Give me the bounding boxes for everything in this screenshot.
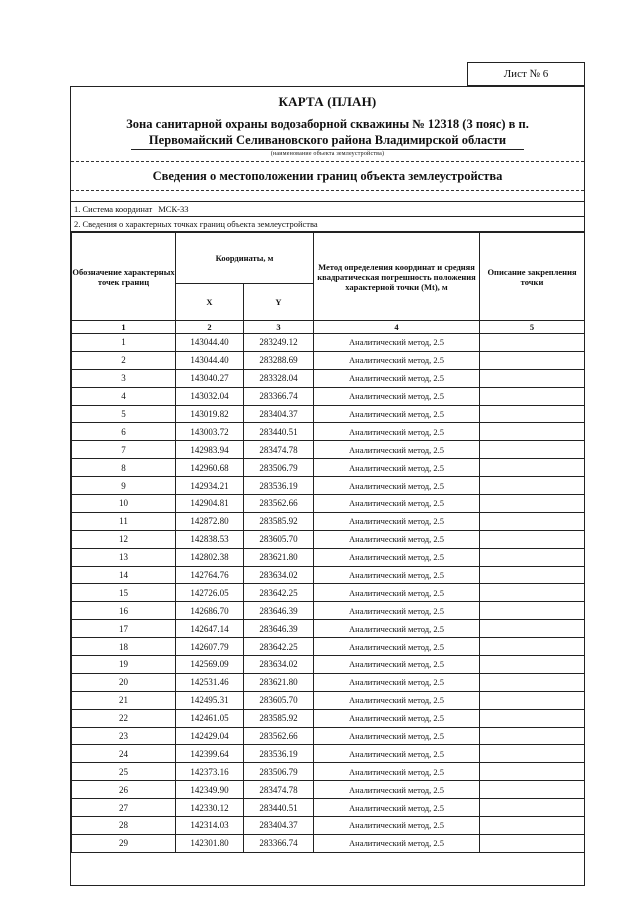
description-cell — [480, 584, 585, 602]
y-coordinate-cell: 283605.70 — [244, 530, 314, 548]
x-coordinate-cell: 142495.31 — [176, 691, 244, 709]
method-cell: Аналитический метод, 2.5 — [314, 709, 480, 727]
x-coordinate-cell: 142686.70 — [176, 602, 244, 620]
y-coordinate-cell: 283404.37 — [244, 405, 314, 423]
coordinate-system-label: 1. Система координат — [74, 204, 153, 214]
x-coordinate-cell: 142314.03 — [176, 817, 244, 835]
method-cell: Аналитический метод, 2.5 — [314, 512, 480, 530]
y-coordinate-cell: 283474.78 — [244, 441, 314, 459]
point-number-cell: 22 — [72, 709, 176, 727]
description-cell — [480, 817, 585, 835]
point-number-cell: 2 — [72, 351, 176, 369]
description-cell — [480, 459, 585, 477]
table-row — [72, 495, 585, 513]
description-cell — [480, 602, 585, 620]
table-row — [72, 441, 585, 459]
description-cell — [480, 566, 585, 584]
document-frame — [70, 86, 585, 886]
description-cell — [480, 691, 585, 709]
point-number-cell: 18 — [72, 638, 176, 656]
description-cell — [480, 387, 585, 405]
point-number-cell: 27 — [72, 799, 176, 817]
header-description: Описание закрепления точки — [480, 233, 585, 321]
description-cell — [480, 530, 585, 548]
y-coordinate-cell: 283474.78 — [244, 781, 314, 799]
x-coordinate-cell: 143044.40 — [176, 334, 244, 352]
points-table — [71, 232, 585, 853]
document-title: КАРТА (ПЛАН) — [278, 94, 377, 109]
table-row — [72, 781, 585, 799]
x-coordinate-cell: 142349.90 — [176, 781, 244, 799]
y-coordinate-cell: 283621.80 — [244, 548, 314, 566]
column-number: 5 — [480, 321, 585, 334]
table-row — [72, 423, 585, 441]
table-row — [72, 405, 585, 423]
description-cell — [480, 548, 585, 566]
method-cell: Аналитический метод, 2.5 — [314, 834, 480, 852]
header-y: Y — [244, 284, 314, 321]
table-row — [72, 817, 585, 835]
x-coordinate-cell: 143032.04 — [176, 387, 244, 405]
table-row — [72, 548, 585, 566]
y-coordinate-cell: 283634.02 — [244, 656, 314, 674]
x-coordinate-cell: 142934.21 — [176, 477, 244, 495]
method-cell: Аналитический метод, 2.5 — [314, 477, 480, 495]
table-row — [72, 602, 585, 620]
y-coordinate-cell: 283562.66 — [244, 727, 314, 745]
description-cell — [480, 495, 585, 513]
column-number: 4 — [314, 321, 480, 334]
table-row — [72, 834, 585, 852]
y-coordinate-cell: 283288.69 — [244, 351, 314, 369]
section-title: Сведения о местоположении границ объекта землеустройства — [71, 161, 584, 191]
column-number: 2 — [176, 321, 244, 334]
y-coordinate-cell: 283506.79 — [244, 459, 314, 477]
description-cell — [480, 745, 585, 763]
point-number-cell: 6 — [72, 423, 176, 441]
document-subtitle — [71, 116, 584, 148]
description-cell — [480, 620, 585, 638]
header-method: Метод определения координат и средняя квадратическая погрешность положения характерной точки (Mt), м — [314, 233, 480, 321]
x-coordinate-cell: 142983.94 — [176, 441, 244, 459]
table-row — [72, 477, 585, 495]
point-number-cell: 23 — [72, 727, 176, 745]
header-x: X — [176, 284, 244, 321]
x-coordinate-cell: 143019.82 — [176, 405, 244, 423]
object-name-caption: (наименование объекта землеустройства) — [131, 149, 524, 157]
x-coordinate-cell: 142301.80 — [176, 834, 244, 852]
x-coordinate-cell: 142764.76 — [176, 566, 244, 584]
table-row — [72, 709, 585, 727]
point-number-cell: 7 — [72, 441, 176, 459]
method-cell: Аналитический метод, 2.5 — [314, 602, 480, 620]
x-coordinate-cell: 142399.64 — [176, 745, 244, 763]
point-number-cell: 1 — [72, 334, 176, 352]
method-cell: Аналитический метод, 2.5 — [314, 817, 480, 835]
x-coordinate-cell: 142838.53 — [176, 530, 244, 548]
x-coordinate-cell: 143003.72 — [176, 423, 244, 441]
x-coordinate-cell: 142461.05 — [176, 709, 244, 727]
y-coordinate-cell: 283585.92 — [244, 512, 314, 530]
table-row — [72, 351, 585, 369]
points-info-label: 2. Сведения о характерных точках границ объекта землеустройства — [74, 219, 318, 229]
column-number: 1 — [72, 321, 176, 334]
y-coordinate-cell: 283328.04 — [244, 369, 314, 387]
method-cell: Аналитический метод, 2.5 — [314, 405, 480, 423]
point-number-cell: 3 — [72, 369, 176, 387]
point-number-cell: 8 — [72, 459, 176, 477]
point-number-cell: 16 — [72, 602, 176, 620]
subtitle-line-1: Зона санитарной охраны водозаборной скважины № 12318 (3 пояс) в п. — [126, 117, 529, 131]
table-row — [72, 638, 585, 656]
x-coordinate-cell: 142373.16 — [176, 763, 244, 781]
y-coordinate-cell: 283506.79 — [244, 763, 314, 781]
description-cell — [480, 763, 585, 781]
header-designation: Обозначение характерных точек границ — [72, 233, 176, 321]
y-coordinate-cell: 283404.37 — [244, 817, 314, 835]
method-cell: Аналитический метод, 2.5 — [314, 673, 480, 691]
table-row — [72, 745, 585, 763]
point-number-cell: 20 — [72, 673, 176, 691]
point-number-cell: 24 — [72, 745, 176, 763]
table-row — [72, 763, 585, 781]
method-cell: Аналитический метод, 2.5 — [314, 727, 480, 745]
y-coordinate-cell: 283642.25 — [244, 584, 314, 602]
point-number-cell: 21 — [72, 691, 176, 709]
x-coordinate-cell: 142607.79 — [176, 638, 244, 656]
table-row — [72, 691, 585, 709]
point-number-cell: 29 — [72, 834, 176, 852]
x-coordinate-cell: 142960.68 — [176, 459, 244, 477]
method-cell: Аналитический метод, 2.5 — [314, 620, 480, 638]
point-number-cell: 4 — [72, 387, 176, 405]
x-coordinate-cell: 143040.27 — [176, 369, 244, 387]
points-info-row — [71, 217, 584, 232]
point-number-cell: 13 — [72, 548, 176, 566]
y-coordinate-cell: 283536.19 — [244, 477, 314, 495]
method-cell: Аналитический метод, 2.5 — [314, 495, 480, 513]
x-coordinate-cell: 143044.40 — [176, 351, 244, 369]
column-number: 3 — [244, 321, 314, 334]
table-row — [72, 799, 585, 817]
description-cell — [480, 673, 585, 691]
description-cell — [480, 334, 585, 352]
y-coordinate-cell: 283536.19 — [244, 745, 314, 763]
y-coordinate-cell: 283585.92 — [244, 709, 314, 727]
method-cell: Аналитический метод, 2.5 — [314, 638, 480, 656]
table-row — [72, 673, 585, 691]
description-cell — [480, 834, 585, 852]
point-number-cell: 12 — [72, 530, 176, 548]
description-cell — [480, 512, 585, 530]
point-number-cell: 26 — [72, 781, 176, 799]
description-cell — [480, 477, 585, 495]
description-cell — [480, 351, 585, 369]
point-number-cell: 17 — [72, 620, 176, 638]
sheet-number-label: Лист № 6 — [467, 62, 585, 86]
x-coordinate-cell: 142569.09 — [176, 656, 244, 674]
y-coordinate-cell: 283646.39 — [244, 602, 314, 620]
method-cell: Аналитический метод, 2.5 — [314, 334, 480, 352]
table-row — [72, 530, 585, 548]
coordinate-system-value: МСК-33 — [158, 204, 189, 214]
method-cell: Аналитический метод, 2.5 — [314, 530, 480, 548]
description-cell — [480, 656, 585, 674]
method-cell: Аналитический метод, 2.5 — [314, 584, 480, 602]
x-coordinate-cell: 142330.12 — [176, 799, 244, 817]
table-row — [72, 459, 585, 477]
description-cell — [480, 799, 585, 817]
x-coordinate-cell: 142872.80 — [176, 512, 244, 530]
method-cell: Аналитический метод, 2.5 — [314, 548, 480, 566]
point-number-cell: 28 — [72, 817, 176, 835]
description-cell — [480, 727, 585, 745]
point-number-cell: 10 — [72, 495, 176, 513]
method-cell: Аналитический метод, 2.5 — [314, 781, 480, 799]
x-coordinate-cell: 142647.14 — [176, 620, 244, 638]
method-cell: Аналитический метод, 2.5 — [314, 691, 480, 709]
method-cell: Аналитический метод, 2.5 — [314, 369, 480, 387]
y-coordinate-cell: 283562.66 — [244, 495, 314, 513]
description-cell — [480, 423, 585, 441]
description-cell — [480, 781, 585, 799]
point-number-cell: 25 — [72, 763, 176, 781]
description-cell — [480, 441, 585, 459]
point-number-cell: 9 — [72, 477, 176, 495]
y-coordinate-cell: 283440.51 — [244, 423, 314, 441]
y-coordinate-cell: 283634.02 — [244, 566, 314, 584]
table-row — [72, 387, 585, 405]
method-cell: Аналитический метод, 2.5 — [314, 459, 480, 477]
method-cell: Аналитический метод, 2.5 — [314, 745, 480, 763]
x-coordinate-cell: 142531.46 — [176, 673, 244, 691]
x-coordinate-cell: 142904.81 — [176, 495, 244, 513]
description-cell — [480, 638, 585, 656]
y-coordinate-cell: 283366.74 — [244, 387, 314, 405]
point-number-cell: 19 — [72, 656, 176, 674]
x-coordinate-cell: 142802.38 — [176, 548, 244, 566]
description-cell — [480, 405, 585, 423]
table-row — [72, 584, 585, 602]
coordinate-system-row — [71, 201, 584, 217]
method-cell: Аналитический метод, 2.5 — [314, 387, 480, 405]
table-row — [72, 620, 585, 638]
y-coordinate-cell: 283249.12 — [244, 334, 314, 352]
description-cell — [480, 369, 585, 387]
y-coordinate-cell: 283366.74 — [244, 834, 314, 852]
point-number-cell: 14 — [72, 566, 176, 584]
x-coordinate-cell: 142726.05 — [176, 584, 244, 602]
method-cell: Аналитический метод, 2.5 — [314, 763, 480, 781]
method-cell: Аналитический метод, 2.5 — [314, 566, 480, 584]
method-cell: Аналитический метод, 2.5 — [314, 656, 480, 674]
description-cell — [480, 709, 585, 727]
method-cell: Аналитический метод, 2.5 — [314, 423, 480, 441]
point-number-cell: 11 — [72, 512, 176, 530]
y-coordinate-cell: 283642.25 — [244, 638, 314, 656]
x-coordinate-cell: 142429.04 — [176, 727, 244, 745]
table-row — [72, 566, 585, 584]
y-coordinate-cell: 283646.39 — [244, 620, 314, 638]
header-coordinates: Координаты, м — [176, 233, 314, 284]
method-cell: Аналитический метод, 2.5 — [314, 351, 480, 369]
point-number-cell: 15 — [72, 584, 176, 602]
y-coordinate-cell: 283621.80 — [244, 673, 314, 691]
y-coordinate-cell: 283440.51 — [244, 799, 314, 817]
method-cell: Аналитический метод, 2.5 — [314, 799, 480, 817]
table-row — [72, 334, 585, 352]
table-row — [72, 369, 585, 387]
table-row — [72, 656, 585, 674]
method-cell: Аналитический метод, 2.5 — [314, 441, 480, 459]
y-coordinate-cell: 283605.70 — [244, 691, 314, 709]
column-number-row — [72, 321, 585, 334]
subtitle-line-2: Первомайский Селивановского района Владимирской области — [148, 133, 507, 147]
table-row — [72, 512, 585, 530]
table-row — [72, 727, 585, 745]
point-number-cell: 5 — [72, 405, 176, 423]
